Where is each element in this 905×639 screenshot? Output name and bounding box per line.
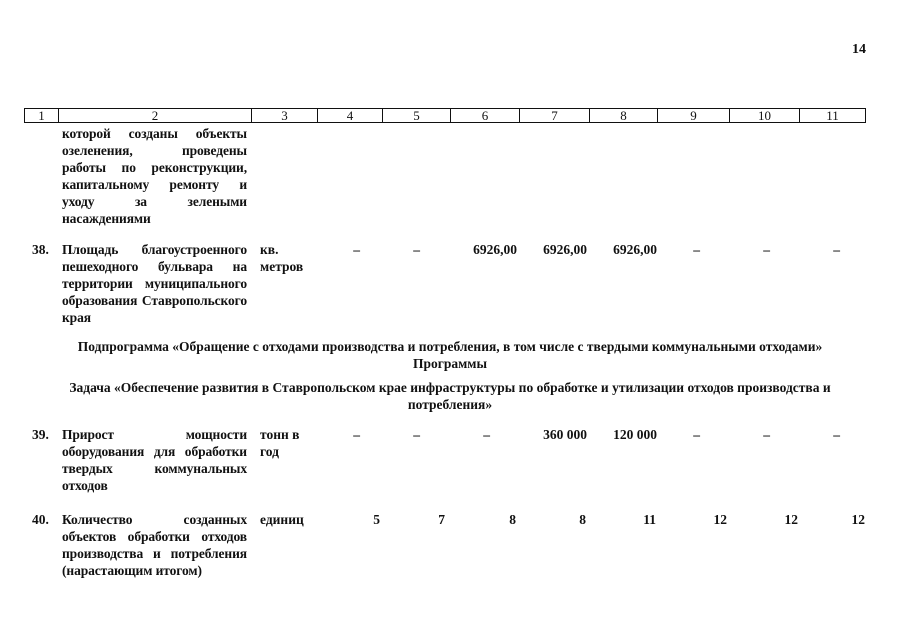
- column-header-10: 10: [730, 109, 800, 122]
- indicator-text-continued: которой созданы объекты озеленения, проведены работы по реконструкции, капитальному ремонту и уходу за зелеными насаждениями: [62, 126, 247, 226]
- subprogram-title: Подпрограмма «Обращение с отходами производства и потребления, в том числе с твердыми коммунальными отходами» Программы: [77, 339, 823, 371]
- value-col-4: –: [353, 242, 360, 257]
- value-col-5: 7: [438, 512, 445, 527]
- value-col-9: –: [693, 242, 700, 257]
- value-col-10: –: [763, 242, 770, 257]
- indicator-text: Площадь благоустроенного пешеходного бульвара на территории муниципального образования Ставропольского края: [62, 242, 247, 325]
- column-header-9: 9: [658, 109, 730, 122]
- row-number: 39.: [32, 427, 49, 442]
- unit-of-measure: тонн в год: [260, 427, 300, 459]
- unit-of-measure: единиц: [260, 512, 304, 527]
- value-col-8: 6926,00: [613, 242, 657, 257]
- row-number: 40.: [32, 512, 49, 527]
- value-col-5: –: [413, 242, 420, 257]
- column-header-3: 3: [252, 109, 318, 122]
- row-number: 38.: [32, 242, 49, 257]
- page-number: 14: [852, 42, 866, 57]
- value-col-10: –: [763, 427, 770, 442]
- value-col-9: –: [693, 427, 700, 442]
- task-title: Задача «Обеспечение развития в Ставропольском крае инфраструктуры по обработке и утилизации отходов производства и потребления»: [69, 380, 831, 412]
- indicator-text: Количество созданных объектов обработки отходов производства и потребления (нарастающим итогом): [62, 512, 247, 578]
- value-col-7: 360 000: [543, 427, 587, 442]
- value-col-5: –: [413, 427, 420, 442]
- unit-of-measure: кв. метров: [260, 242, 304, 274]
- value-col-10: 12: [784, 512, 798, 527]
- value-col-6: 6926,00: [473, 242, 517, 257]
- value-col-6: 8: [509, 512, 516, 527]
- indicator-text: Прирост мощности оборудования для обработки твердых коммунальных отходов: [62, 427, 247, 493]
- column-header-2: 2: [59, 109, 252, 122]
- value-col-11: –: [833, 242, 840, 257]
- column-header-5: 5: [383, 109, 451, 122]
- value-col-6: –: [483, 427, 490, 442]
- column-header-8: 8: [590, 109, 658, 122]
- column-header-6: 6: [451, 109, 520, 122]
- value-col-11: –: [833, 427, 840, 442]
- value-col-8: 11: [643, 512, 656, 527]
- column-header-11: 11: [826, 108, 839, 123]
- value-col-4: –: [353, 427, 360, 442]
- value-col-8: 120 000: [613, 427, 657, 442]
- value-col-7: 6926,00: [543, 242, 587, 257]
- column-header-4: 4: [318, 109, 383, 122]
- value-col-11: 12: [851, 512, 865, 527]
- value-col-7: 8: [579, 512, 586, 527]
- column-header-7: 7: [520, 109, 590, 122]
- value-col-9: 12: [713, 512, 727, 527]
- column-header-1: 1: [25, 109, 59, 122]
- value-col-4: 5: [373, 512, 380, 527]
- table-header-row: [24, 108, 866, 123]
